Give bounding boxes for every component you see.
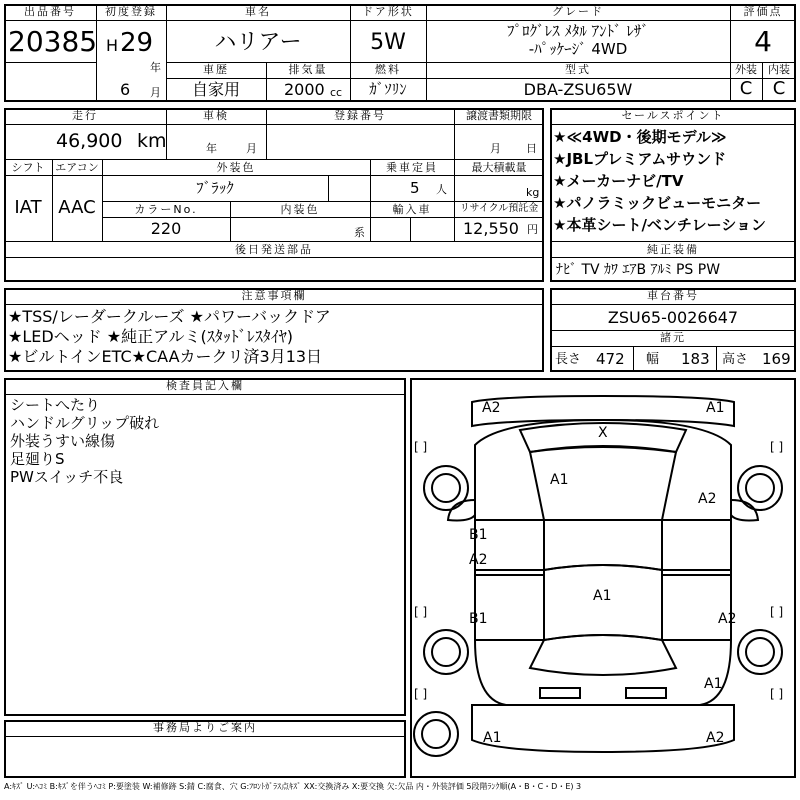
color-no-label: カラーNo. <box>134 203 198 216</box>
mark-left-front-door: B1 <box>469 527 488 543</box>
capacity-unit: 人 <box>436 183 447 196</box>
height-label: 高さ <box>722 352 749 367</box>
plate-label: 登録番号 <box>334 109 386 122</box>
inspector-line: ハンドルグリップ破れ <box>10 414 160 432</box>
inspector-line: PWスイッチ不良 <box>10 468 124 486</box>
equipment-items: ﾅﾋﾞ TV ｶﾜ ｴｱB ｱﾙﾐ PS PW <box>556 262 721 278</box>
mark-hood: A1 <box>550 472 569 488</box>
inspection-month-unit: 月 <box>246 142 257 155</box>
capacity-label: 乗車定員 <box>386 161 438 174</box>
selling-point: ★JBLプレミアムサウンド <box>553 150 727 168</box>
recycle-unit: 円 <box>527 223 538 236</box>
int-color-label: 内装色 <box>280 203 320 216</box>
inspector-line: 足廻りS <box>10 450 65 468</box>
legend: A:ｷｽﾞ U:ﾍｺﾐ B:ｷｽﾞを伴うﾍｺﾐ P:要塗装 W:補修跡 S:錆 C:腐食、穴 G:ﾌﾛﾝﾄｶﾞﾗｽ点ｷｽﾞ XX:交換済み X:要交換 欠:欠品 内・外装評価 5段階ﾗﾝｸ順(A・B・C・D・E) 3 <box>4 782 582 791</box>
history-label: 車歴 <box>203 63 229 76</box>
month-unit: 月 <box>150 86 161 99</box>
era-letter: H <box>106 36 119 55</box>
equipment-title: 純正装備 <box>647 243 699 256</box>
door-type: 5W <box>370 30 406 55</box>
note-line: ★LEDヘッド ★純正アルミ(ｽﾀｯﾄﾞﾚｽﾀｲﾔ) <box>8 327 293 346</box>
mark-roof: A1 <box>593 588 612 604</box>
inspector-line: シートへたり <box>10 396 101 414</box>
bracket-mark: [ ] <box>770 687 784 701</box>
mark-right-rear-door: A2 <box>718 611 737 627</box>
selling-point: ★メーカーナビ/TV <box>553 172 684 190</box>
length: 472 <box>596 350 625 368</box>
history: 自家用 <box>191 80 240 99</box>
mark-windshield: X <box>598 425 608 441</box>
selling-points-title: セールスポイント <box>621 109 725 122</box>
model: DBA-ZSU65W <box>523 80 633 99</box>
mark-left-rear-door: B1 <box>469 611 488 627</box>
color-label: 外装色 <box>216 161 256 174</box>
displacement-label: 排気量 <box>288 63 328 76</box>
registration-label: 初度登録 <box>105 5 157 18</box>
load-unit: kg <box>526 186 540 199</box>
score-label: 評価点 <box>743 5 783 18</box>
bracket-mark: [ ] <box>770 440 784 454</box>
car-name-label: 車名 <box>245 5 271 18</box>
bracket-mark: [ ] <box>770 605 784 619</box>
selling-point: ★パノラミックビューモニター <box>553 194 762 212</box>
ac: AAC <box>58 197 96 218</box>
recycle-amount: 12,550 <box>463 219 519 238</box>
later-parts-label: 後日発送部品 <box>235 243 313 256</box>
note-line: ★TSS/レーダークルーズ ★パワーバックドア <box>8 307 331 326</box>
era-year: 29 <box>120 28 154 58</box>
fuel-label: 燃料 <box>375 63 401 76</box>
score: 4 <box>754 25 772 58</box>
car-name: ハリアー <box>214 30 302 55</box>
selling-point: ★本革シート/ベンチレーション <box>553 216 767 234</box>
load-label: 最大積載量 <box>471 161 527 174</box>
inspection-label: 車検 <box>203 109 229 122</box>
transfer-label: 譲渡書類期限 <box>466 109 532 122</box>
mark-left-front-door-2: A2 <box>469 552 488 568</box>
lot-label: 出品番号 <box>24 5 76 18</box>
bracket-mark: [ ] <box>414 440 428 454</box>
length-label: 長さ <box>555 352 582 367</box>
model-label: 型式 <box>565 63 591 76</box>
notes-title: 注意事項欄 <box>241 289 307 302</box>
displacement-unit: cc <box>330 86 343 99</box>
bracket-mark: [ ] <box>414 605 428 619</box>
mark-right-front-fender: A2 <box>698 491 717 507</box>
inspector-title: 検査員記入欄 <box>166 379 244 392</box>
door-label: ドア形状 <box>362 5 414 18</box>
shift: IAT <box>14 197 42 218</box>
interior-grade: C <box>772 78 786 99</box>
mark-front-left: A2 <box>482 400 501 416</box>
exterior-label: 外装 <box>735 63 757 76</box>
exterior-grade: C <box>739 78 753 99</box>
color: ﾌﾞﾗｯｸ <box>196 179 234 197</box>
mileage: 46,900 <box>56 130 123 152</box>
ac-label: エアコン <box>55 161 99 174</box>
year-unit: 年 <box>150 61 161 74</box>
note-line: ★ビルトインETC★CAAカークリ済3月13日 <box>8 347 323 366</box>
mileage-unit: km <box>137 130 167 152</box>
bracket-mark: [ ] <box>414 687 428 701</box>
dims-title: 諸元 <box>660 331 686 344</box>
grade-line-2: -ﾊﾟｯｹｰｼﾞ 4WD <box>528 40 628 58</box>
width-label: 幅 <box>646 352 660 367</box>
interior-label: 内装 <box>768 63 790 76</box>
chassis-title: 車台番号 <box>647 289 699 302</box>
height: 169 <box>762 350 791 368</box>
fuel: ｶﾞｿﾘﾝ <box>369 80 407 98</box>
reg-month: 6 <box>120 80 131 99</box>
lot-number: 20385 <box>8 25 98 58</box>
shift-label: シフト <box>11 161 45 174</box>
grade-label: グレード <box>552 5 604 18</box>
recycle-label: リサイクル預託金 <box>459 203 539 214</box>
mark-rear-left: A1 <box>483 730 502 746</box>
grade-line-1: ﾌﾟﾛｸﾞﾚｽ ﾒﾀﾙ ｱﾝﾄﾞ ﾚｻﾞ <box>507 22 649 40</box>
chassis-number: ZSU65-0026647 <box>607 308 739 327</box>
mark-rear-right: A2 <box>706 730 725 746</box>
inspection-year-unit: 年 <box>206 142 217 155</box>
displacement: 2000 <box>284 80 325 99</box>
office-title: 事務局よりご案内 <box>153 721 257 734</box>
import-label: 輸入車 <box>392 203 432 216</box>
mark-right-rear-fender: A1 <box>704 676 723 692</box>
inspector-line: 外装うすい線傷 <box>10 432 116 450</box>
mark-front-right: A1 <box>706 400 725 416</box>
int-color-unit: 系 <box>354 226 365 239</box>
mileage-label: 走行 <box>72 109 98 122</box>
color-no: 220 <box>150 219 182 238</box>
transfer-month-unit: 月 <box>490 142 501 155</box>
capacity: 5 <box>410 179 420 197</box>
transfer-day-unit: 日 <box>526 142 537 155</box>
width: 183 <box>681 350 710 368</box>
selling-point: ★≪4WD・後期モデル≫ <box>553 128 727 146</box>
